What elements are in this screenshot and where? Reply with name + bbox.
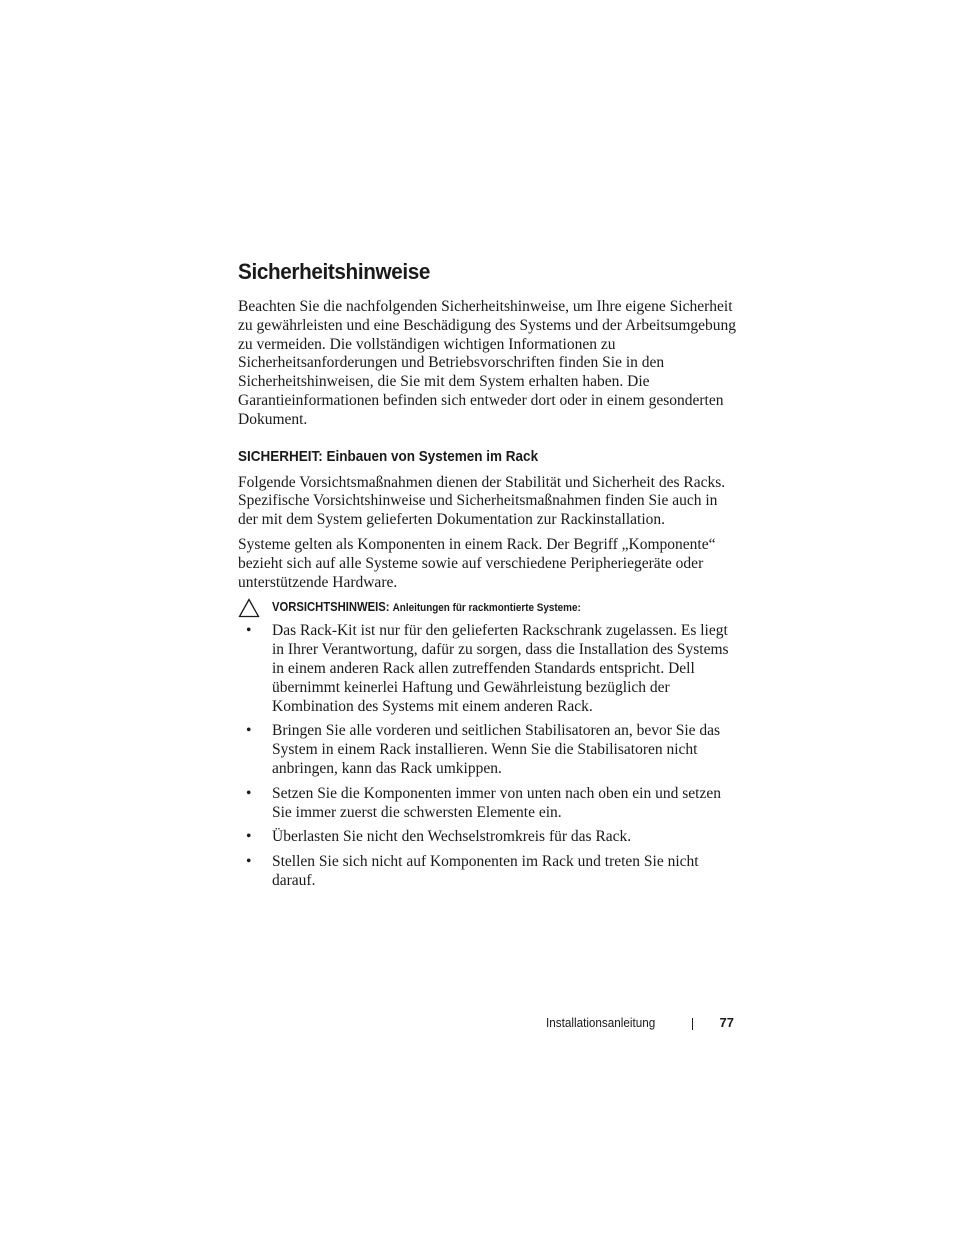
list-item-text: Bringen Sie alle vorderen und seitlichen Stabilisatoren an, bevor Sie das System in einem Rack installieren. Wenn Sie die Stabilisatoren nicht anbringen, kann das Rack umkippen. [272,722,721,777]
page-footer [546,1015,738,1035]
page-content [238,258,738,897]
bullet-icon: • [246,722,252,740]
list-item [238,622,738,716]
list-item-text: Setzen Sie die Komponenten immer von unten nach oben ein und setzen Sie immer zuerst die schwersten Elemente ein. [272,784,721,821]
bullet-icon: • [246,853,252,871]
caution-text [272,598,581,617]
section-heading: SICHERHEIT: Einbauen von Systemen im Rack [238,447,539,465]
list-item-text: Stellen Sie sich nicht auf Komponenten im Rack und treten Sie nicht darauf. [272,853,699,889]
list-item-text: Das Rack-Kit ist nur für den gelieferten Rackschrank zugelassen. Es liegt in Ihrer Verantwortung, dafür zu sorgen, dass die Installation des Systems in einem anderen Rack allen zutreffenden Standards entspricht. Dell übernimmt keinerlei Haftung und Gewährleistung bezüglich der Kombination des Systems mit einem anderen Rack. [272,622,729,715]
caution-notice [238,598,738,618]
list-item [238,722,738,778]
bullet-icon: • [246,828,252,846]
list-item [238,853,738,891]
caution-list [238,622,738,890]
footer-separator [692,1018,693,1030]
page-title: Sicherheitshinweise [238,259,431,284]
page-number: 77 [719,1015,734,1030]
list-item-text: Überlasten Sie nicht den Wechselstromkreis für das Rack. [272,828,632,846]
list-item [238,785,738,823]
intro-paragraph: Beachten Sie die nachfolgenden Sicherheitshinweise, um Ihre eigene Sicherheit zu gewährleisten und eine Beschädigung des Systems und der Arbeitsumgebung zu vermeiden. Die vollständigen wichtigen Informationen zu Sicherheitsanforderungen und Betriebsvorschriften finden Sie in den Sicherheitshinweisen, die Sie mit dem System erhalten haben. Die Garantieinformationen befinden sich entweder dort oder in einem gesonderten Dokument. [238,298,737,428]
caution-triangle-icon [238,598,260,618]
caution-label: VORSICHTSHINWEIS: [272,600,390,615]
footer-title: Installationsanleitung [546,1015,656,1030]
bullet-icon: • [246,784,252,802]
caution-message: Anleitungen für rackmontierte Systeme: [392,602,581,615]
bullet-icon: • [246,622,252,640]
section-paragraph-1: Folgende Vorsichtsmaßnahmen dienen der Stabilität und Sicherheit des Racks. Spezifische Vorsichtshinweise und Sicherheitsmaßnahmen finden Sie auch in der mit dem System gelieferten Dokumentation zur Rackinstallation. [238,473,726,529]
section-paragraph-2: Systeme gelten als Komponenten in einem Rack. Der Begriff „Komponente“ bezieht sich auf alle Systeme sowie auf verschiedene Peripheriegeräte oder unterstützende Hardware. [238,535,716,591]
list-item [238,828,738,847]
